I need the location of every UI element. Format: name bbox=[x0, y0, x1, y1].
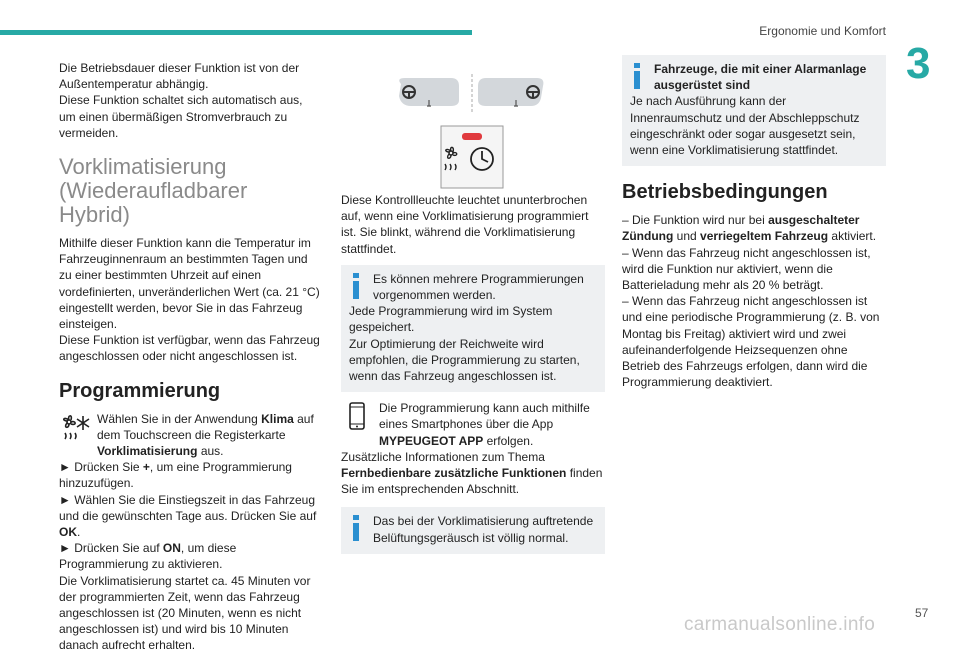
alarm-body: Je nach Ausführung kann der Innenraumschutz und der Abschleppschutz eingeschränkt oder sogar ausgesetzt sein, wenn eine Vorklimatisierung stattfindet. bbox=[630, 94, 860, 158]
step-time-text: ► Wählen Sie die Einstiegszeit in das Fahrzeug und die gewünschten Tage aus. Drücken Sie auf bbox=[59, 492, 317, 523]
condition-ignition-end: aktiviert. bbox=[828, 229, 877, 244]
info-multiple-line2: Jede Programmierung wird im System gespeichert. bbox=[349, 304, 553, 335]
section-heading-preconditioning: Vorklimatisierung (Wiederaufladbarer Hybrid) bbox=[59, 154, 248, 228]
info-box-alarm bbox=[622, 55, 886, 166]
programming-heading: Programmierung bbox=[59, 379, 221, 402]
vorklimatisierung-label: Vorklimatisierung bbox=[97, 444, 198, 459]
step-time-text-end: . bbox=[77, 525, 81, 540]
fan-snowflake-icon bbox=[59, 411, 91, 443]
header-accent-bar bbox=[0, 30, 472, 35]
indicator-description: Diese Kontrollleuchte leuchtet ununterbrochen auf, wenn eine Vorklimatisierung programmiert ist. Sie blinkt, während die Vorklimatisierung stattfindet. bbox=[341, 193, 589, 256]
smartphone-text-end: erfolgen. bbox=[483, 433, 534, 448]
column-middle bbox=[341, 60, 605, 554]
smartphone-note bbox=[341, 400, 605, 449]
column-left bbox=[59, 60, 321, 654]
more-info-start: Zusätzliche Informationen zum Thema bbox=[341, 449, 545, 464]
info-multiple-line3: Zur Optimierung der Reichweite wird empfohlen, die Programmierung zu starten, wenn das Fahrzeug angeschlossen ist. bbox=[349, 336, 580, 384]
intro-paragraph-1: Die Betriebsdauer dieser Funktion ist von der Außentemperatur abhängig. bbox=[59, 61, 300, 92]
info-icon bbox=[349, 515, 363, 541]
step-activate-text: ► Drücken Sie auf bbox=[59, 541, 163, 556]
ok-label: OK bbox=[59, 525, 77, 540]
step-select-text-mid: auf dem Touchscreen die Registerkarte bbox=[97, 411, 314, 442]
info-icon bbox=[630, 63, 644, 89]
condition-battery: – Wenn das Fahrzeug nicht angeschlossen ist, wird die Funktion nur aktiviert, wenn die Batterieladung mehr als 20 % beträgt. bbox=[622, 245, 871, 293]
info-icon bbox=[349, 273, 363, 299]
alarm-title: Fahrzeuge, die mit einer Alarmanlage ausgerüstet sind bbox=[654, 62, 867, 93]
programming-instructions bbox=[59, 411, 321, 460]
step-add-text-end: , um eine Programmierung hinzuzufügen. bbox=[59, 460, 292, 491]
locked-vehicle-label: verriegeltem Fahrzeug bbox=[700, 229, 829, 244]
operating-conditions-heading: Betriebsbedingungen bbox=[622, 181, 828, 204]
step-activate-text-end: , um diese Programmierung zu aktivieren. bbox=[59, 541, 237, 572]
ignition-off-label: ausgeschalteter Zündung bbox=[622, 213, 860, 244]
section-title: Ergonomie und Komfort bbox=[759, 24, 886, 38]
column-right bbox=[622, 55, 886, 390]
ventilation-noise-text: Das bei der Vorklimatisierung auftretende Belüftungsgeräusch ist völlig normal. bbox=[373, 514, 594, 545]
dashboard-indicator-illustration bbox=[341, 60, 605, 192]
preconditioning-timing: Die Vorklimatisierung startet ca. 45 Minuten vor der programmierten Zeit, wenn das Fahrzeug angeschlossen ist (20 Minuten, wenn es nicht angeschlossen ist) und wird bis 10 Minuten danach aufrecht erhalten. bbox=[59, 573, 311, 653]
smartphone-text bbox=[341, 400, 605, 449]
condition-ignition-start: – Die Funktion wird nur bei bbox=[622, 213, 769, 228]
step-add-text: ► Drücken Sie bbox=[59, 460, 143, 475]
watermark: carmanualsonline.info bbox=[684, 614, 876, 635]
remote-functions-label: Fernbedienbare zusätzliche Funktionen bbox=[341, 466, 567, 481]
smartphone-text-start: Die Programmierung kann auch mithilfe eines Smartphones über die App bbox=[379, 401, 590, 432]
klima-label: Klima bbox=[261, 411, 294, 426]
programming-step-select bbox=[59, 411, 321, 460]
condition-ignition bbox=[622, 212, 886, 244]
info-multiple-line1: Es können mehrere Programmierungen vorgenommen werden. bbox=[373, 271, 584, 303]
steering-wheel-icon bbox=[399, 74, 543, 114]
page-number: 57 bbox=[915, 606, 929, 620]
intro-paragraph-2: Diese Funktion schaltet sich automatisch aus, um einen übermäßigen Stromverbrauch zu vermeiden. bbox=[59, 93, 303, 140]
preconditioning-availability: Diese Funktion ist verfügbar, wenn das Fahrzeug angeschlossen oder nicht angeschlossen ist. bbox=[59, 333, 320, 364]
chapter-number: 3 bbox=[906, 39, 931, 88]
programming-step-add bbox=[59, 459, 321, 491]
info-box-multiple-programmings bbox=[341, 265, 605, 392]
condition-periodic: – Wenn das Fahrzeug nicht angeschlossen ist und eine periodische Programmierung (z. B. von Montag bis Freitag) aktiviert wird und zwei aufeinanderfolgende Heizsequenzen ohne Betrieb des Fahrzeugs erfolgen, dann wird die Programmierung deaktiviert. bbox=[622, 294, 880, 390]
condition-ignition-mid: und bbox=[673, 229, 701, 244]
info-box-ventilation-noise bbox=[341, 507, 605, 553]
step-select-text: Wählen Sie in der Anwendung bbox=[97, 411, 262, 426]
more-info-text bbox=[341, 449, 605, 498]
programming-step-activate bbox=[59, 540, 321, 572]
preconditioning-indicator-icon bbox=[441, 126, 503, 188]
app-name: MYPEUGEOT APP bbox=[379, 433, 484, 448]
preconditioning-body: Mithilfe dieser Funktion kann die Temperatur im Fahrzeuginnenraum an bestimmten Tagen und zu einer bestimmten Uhrzeit auf einen vordefinierten, unveränderlichen Wert (ca. 21 °C) eingestellt werden, bevor Sie in das Fahrzeug einsteigen. bbox=[59, 236, 320, 332]
more-info-end: finden Sie im entsprechenden Abschnitt. bbox=[341, 466, 603, 497]
step-select-text-end: aus. bbox=[197, 444, 224, 459]
on-label: ON bbox=[162, 541, 181, 556]
plus-label: + bbox=[142, 460, 150, 475]
indicator-figure bbox=[341, 60, 605, 192]
programming-step-time bbox=[59, 492, 321, 541]
smartphone-icon bbox=[341, 400, 373, 432]
